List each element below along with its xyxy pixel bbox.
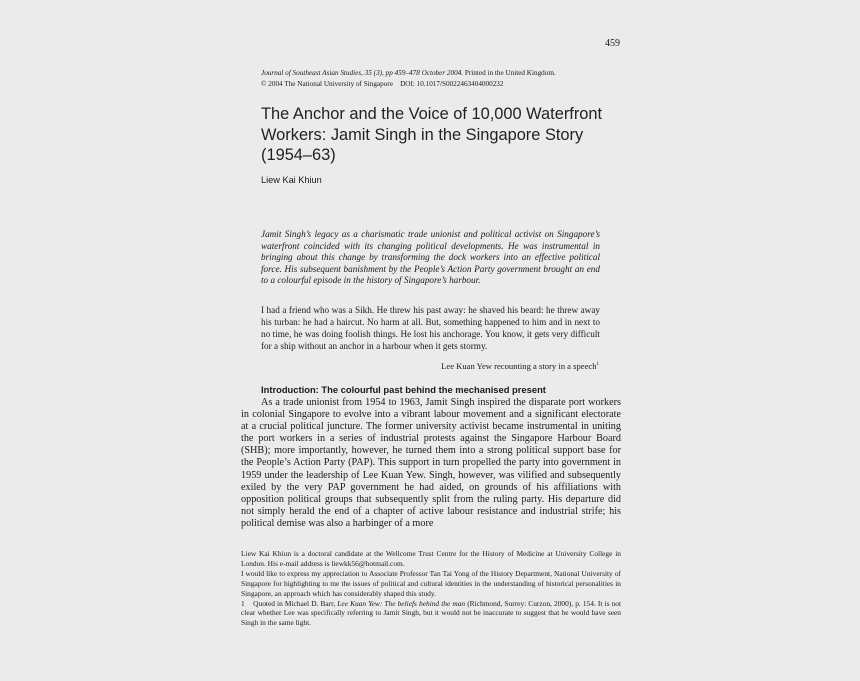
section-heading: Introduction: The colourful past behind the mechanised present [261, 384, 546, 395]
body-paragraph: As a trade unionist from 1954 to 1963, Jamit Singh inspired the disparate port workers in colonial Singapore to evolve into a vibrant labour movement and a significant electorate at a crucial political juncture. The former university activist became instrumental in uniting the port workers in a series of industrial protests against the Singapore Harbour Board (SHB); more importantly, however, he turned them into a strong political support base for the People’s Action Party (PAP). This support in turn propelled the party into government in 1959 under the leadership of Lee Kuan Yew. Singh, however, was vilified and subsequently exiled by the very PAP government he had aided, on grounds of his affiliations with opposition political groups that subsequently split from the ruling party. His departure did not simply herald the end of a chapter of active labour resistance and industrial strife; his political demise was also a harbinger of a more [241, 397, 621, 529]
article-title: The Anchor and the Voice of 10,000 Waterfront Workers: Jamit Singh in the Singapore Story (1954–63) [261, 105, 603, 164]
copyright-line: © 2004 The National University of Singapore DOI: 10.1017/S0022463404000232 [261, 80, 504, 88]
footnote-1-number: 1 [241, 598, 245, 608]
author-note: Liew Kai Khiun is a doctoral candidate at the Wellcome Trust Centre for the History of Medicine at University College in London. His e-mail address is liewkk56@hotmail.com. [241, 549, 621, 568]
acknowledgement-note: I would like to express my appreciation to Associate Professor Tan Tai Yong of the History Department, National University of Singapore for highlighting to me the issues of political and cultural identities in the understanding of historical personalities in Singapore, an approach which has considerably shaped this study. [241, 568, 621, 598]
footnote-1-book-title: Lee Kuan Yew: The beliefs behind the man [337, 598, 466, 608]
article-author: Liew Kai Khiun [261, 175, 322, 185]
journal-reference [261, 68, 621, 79]
journal-citation [261, 68, 621, 90]
page-number: 459 [605, 38, 620, 49]
epigraph-attribution-text: Lee Kuan Yew recounting a story in a speech [441, 361, 597, 371]
printed-location: Printed in the United Kingdom. [463, 69, 556, 77]
epigraph-attribution [261, 361, 599, 371]
article-abstract: Jamit Singh’s legacy as a charismatic trade unionist and political activist on Singapore’s waterfront coincided with its changing political developments. He was instrumental in bringing about this change by transforming the dock workers into an effective political force. His subsequent banishment by the People’s Action Party government brought an end to a colourful episode in the history of Singapore’s harbour. [261, 229, 600, 286]
footnotes [241, 549, 621, 628]
footnote-1-post: (Richmond, Surrey: Curzon, 2000), p. 154. It is not clear whether Lee was specifically referring to Jamit Singh, but it would not be inaccurate to suggest that he would have seen Singh in the same light. [241, 598, 622, 628]
epigraph-quote: I had a friend who was a Sikh. He threw his past away: he shaved his beard: he threw away his turban: he had a haircut. No harm at all. But, something happened to him and in next to no time, he was doing foolish things. He lost his anchorage. You know, it gets very difficult for a ship without an anchor in a harbour when it gets stormy. [261, 305, 600, 351]
footnote-1 [241, 599, 621, 629]
journal-name: Journal of Southeast Asian Studies, 35 (3), pp 459–478 October 2004. [261, 69, 464, 77]
body-text [241, 397, 621, 530]
footnote-1-pre: Quoted in Michael D. Barr, [253, 598, 338, 608]
footnote-ref-1: 1 [596, 362, 599, 368]
